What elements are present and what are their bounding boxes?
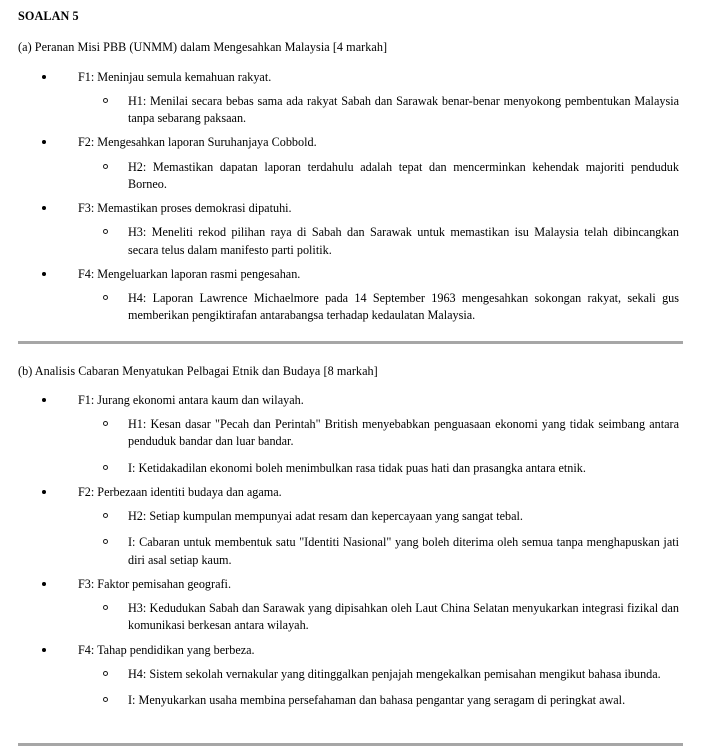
point-text: H3: Kedudukan Sabah dan Sarawak yang dipisahkan oleh Laut China Selatan menyukarkan integrasi fizikal dan komunikasi berkesan antara wilayah. — [128, 601, 679, 633]
circle-bullet-icon — [103, 229, 108, 234]
fact-label-row — [18, 266, 683, 282]
fact-label: F3: Faktor pemisahan geografi. — [78, 577, 231, 592]
point-text: I: Menyukarkan usaha membina persefahaman dan bahasa pengantar yang seragam di peringkat awal. — [128, 693, 626, 708]
circle-bullet-icon — [103, 671, 108, 676]
circle-bullet-icon — [103, 539, 108, 544]
fact-label-row — [18, 642, 683, 658]
fact-item — [18, 134, 683, 193]
fact-label-row — [18, 576, 683, 592]
point-item — [18, 460, 683, 477]
disc-bullet-icon — [42, 75, 46, 79]
disc-bullet-icon — [42, 272, 46, 276]
fact-item — [18, 392, 683, 477]
circle-bullet-icon — [103, 164, 108, 169]
circle-bullet-icon — [103, 697, 108, 702]
point-text: H4: Laporan Lawrence Michaelmore pada 14 September 1963 mengesahkan sokongan rakyat, sekali gus memberikan pengiktirafan antarabangsa terhadap kedaulatan Malaysia. — [128, 291, 679, 323]
point-list — [18, 666, 683, 710]
point-item — [18, 224, 683, 259]
fact-item — [18, 484, 683, 569]
section-part-a — [18, 40, 683, 325]
point-item — [18, 159, 683, 194]
part-b-heading: (b) Analisis Cabaran Menyatukan Pelbagai Etnik dan Budaya [8 markah] — [18, 364, 378, 378]
fact-item — [18, 69, 683, 128]
point-list — [18, 508, 683, 569]
point-item — [18, 508, 683, 525]
circle-bullet-icon — [103, 98, 108, 103]
fact-label: F1: Jurang ekonomi antara kaum dan wilayah. — [78, 392, 304, 407]
disc-bullet-icon — [42, 206, 46, 210]
fact-label: F1: Meninjau semula kemahuan rakyat. — [78, 69, 272, 84]
fact-item — [18, 266, 683, 325]
fact-label: F2: Perbezaan identiti budaya dan agama. — [78, 484, 282, 499]
point-text: H4: Sistem sekolah vernakular yang ditinggalkan penjajah mengekalkan pemisahan mengikut bahasa ibunda. — [128, 666, 661, 681]
circle-bullet-icon — [103, 513, 108, 518]
part-a-fact-list — [18, 69, 683, 325]
fact-item — [18, 576, 683, 635]
fact-label-row — [18, 484, 683, 500]
disc-bullet-icon — [42, 140, 46, 144]
circle-bullet-icon — [103, 465, 108, 470]
fact-label-row — [18, 134, 683, 150]
fact-label: F2: Mengesahkan laporan Suruhanjaya Cobbold. — [78, 135, 317, 150]
fact-label-row — [18, 69, 683, 85]
point-list — [18, 159, 683, 194]
point-list — [18, 600, 683, 635]
disc-bullet-icon — [42, 490, 46, 494]
fact-label-row — [18, 392, 683, 408]
point-text: H3: Meneliti rekod pilihan raya di Sabah dan Sarawak untuk memastikan isu Malaysia telah dibincangkan secara telus dalam manifesto parti politik. — [128, 225, 679, 257]
section-part-b — [18, 364, 683, 717]
point-text: I: Ketidakadilan ekonomi boleh menimbulkan rasa tidak puas hati dan prasangka antara etnik. — [128, 460, 586, 475]
point-list — [18, 416, 683, 477]
fact-item — [18, 200, 683, 259]
point-item — [18, 416, 683, 451]
fact-item — [18, 642, 683, 710]
disc-bullet-icon — [42, 582, 46, 586]
point-item — [18, 290, 683, 325]
page-title: SOALAN 5 — [18, 9, 79, 23]
point-list — [18, 93, 683, 128]
fact-label-row — [18, 200, 683, 216]
disc-bullet-icon — [42, 398, 46, 402]
point-item — [18, 666, 683, 683]
part-a-heading: (a) Peranan Misi PBB (UNMM) dalam Mengesahkan Malaysia [4 markah] — [18, 39, 388, 54]
point-item — [18, 534, 683, 569]
circle-bullet-icon — [103, 605, 108, 610]
part-b-fact-list — [18, 392, 683, 710]
point-item — [18, 692, 683, 709]
point-item — [18, 600, 683, 635]
fact-label: F4: Mengeluarkan laporan rasmi pengesahan. — [78, 266, 301, 281]
bottom-divider — [18, 743, 683, 746]
fact-label: F3: Memastikan proses demokrasi dipatuhi. — [78, 201, 292, 216]
point-text: H2: Memastikan dapatan laporan terdahulu adalah tepat dan mencerminkan kehendak majoriti penduduk Borneo. — [128, 159, 679, 191]
point-list — [18, 290, 683, 325]
point-text: I: Cabaran untuk membentuk satu "Identiti Nasional" yang boleh diterima oleh semua tanpa menghapuskan jati diri asal setiap kaum. — [128, 535, 679, 567]
disc-bullet-icon — [42, 648, 46, 652]
section-divider — [18, 341, 683, 344]
point-list — [18, 224, 683, 259]
fact-label: F4: Tahap pendidikan yang berbeza. — [78, 642, 255, 657]
circle-bullet-icon — [103, 295, 108, 300]
point-item — [18, 93, 683, 128]
point-text: H1: Kesan dasar "Pecah dan Perintah" British menyebabkan penguasaan ekonomi yang tidak seimbang antara penduduk bandar dan luar bandar. — [128, 416, 679, 449]
circle-bullet-icon — [103, 421, 108, 426]
point-text: H2: Setiap kumpulan mempunyai adat resam dan kepercayaan yang sangat tebal. — [128, 509, 523, 524]
point-text: H1: Menilai secara bebas sama ada rakyat Sabah dan Sarawak benar-benar menyokong pembentukan Malaysia tanpa sebarang paksaan. — [128, 93, 679, 126]
